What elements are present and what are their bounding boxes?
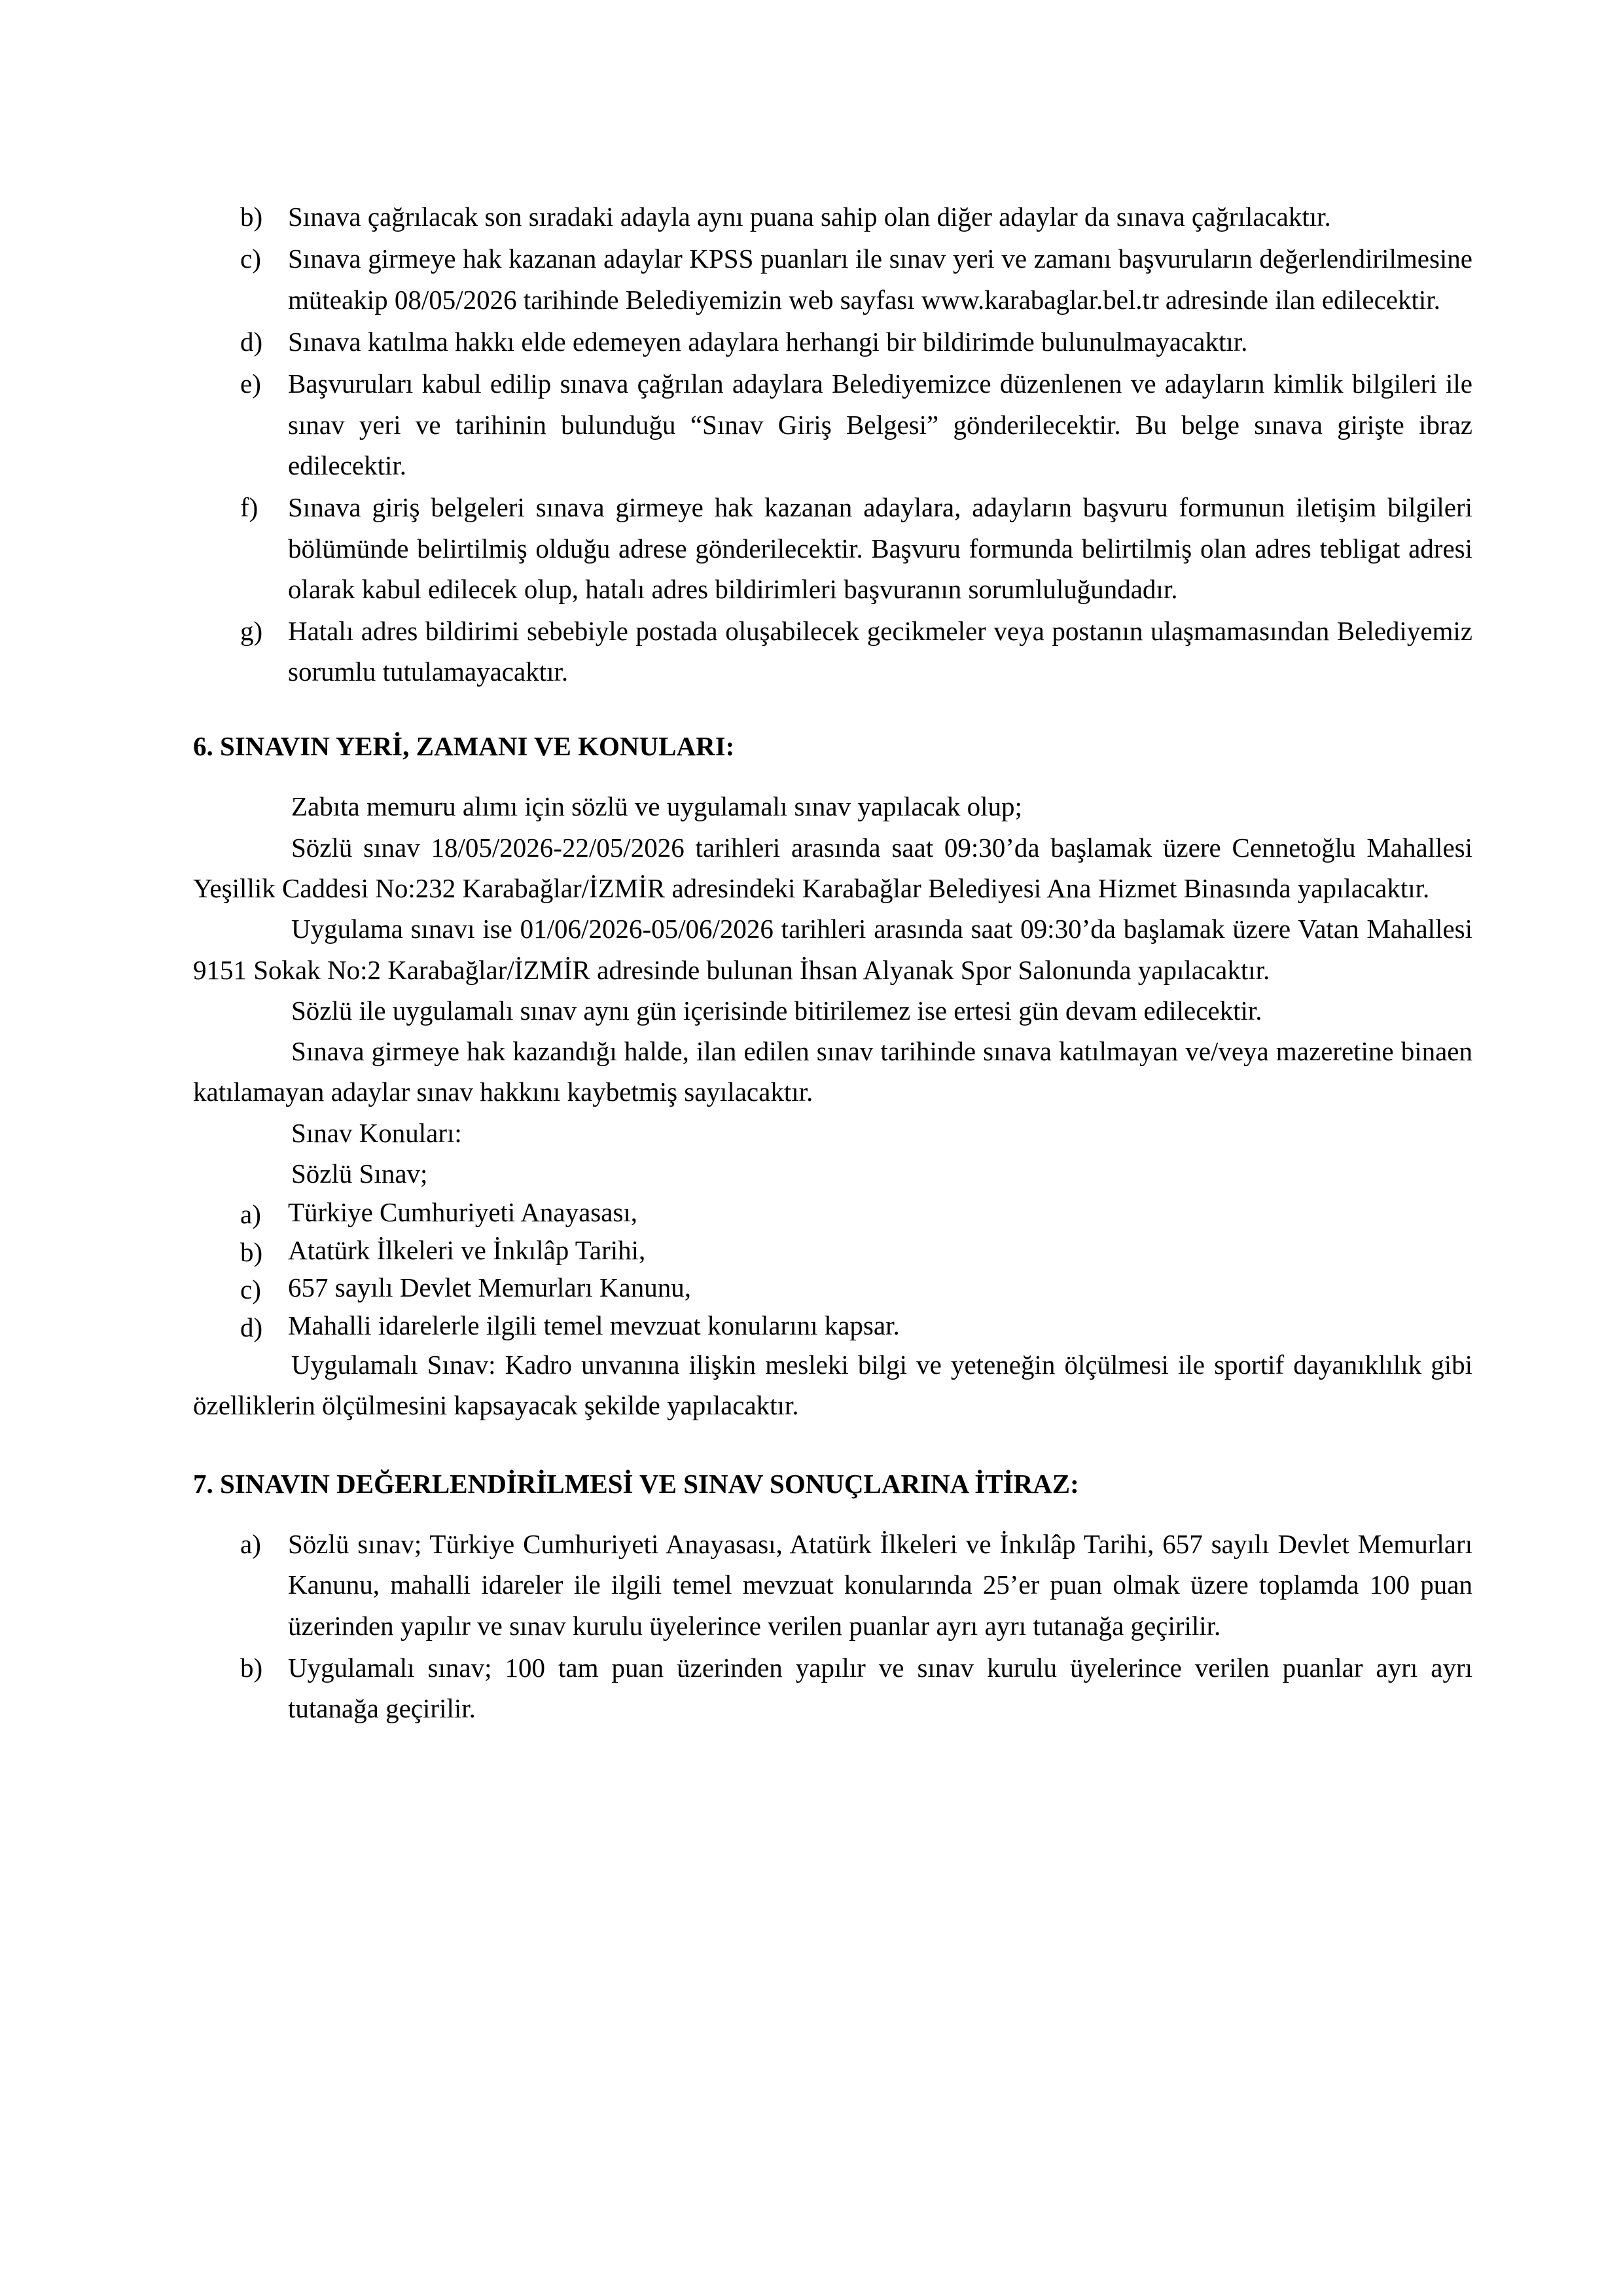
list-item-text: Hatalı adres bildirimi sebebiyle postada oluşabilecek gecikmeler veya postanın ulaşmamasından Belediyemiz sorumlu tutulamayacaktır. xyxy=(288,616,1472,687)
list-marker: c) xyxy=(240,1274,261,1305)
list-marker: e) xyxy=(240,368,261,399)
list-item-text: Sınava katılma hakkı elde edemeyen adaylara herhangi bir bildirimde bulunulmayacaktır. xyxy=(288,326,1248,357)
section-6-paragraph-5: Sınava girmeye hak kazandığı halde, ilan edilen sınav tarihinde sınava katılmayan ve/veya mazeretine binaen katılamayan adaylar sınav hakkını kaybetmiş sayılacaktır. xyxy=(193,1036,1472,1107)
list-marker: f) xyxy=(240,492,259,523)
section-6-heading: 6. SINAVIN YERİ, ZAMANI VE KONULARI: xyxy=(193,730,735,761)
section-6-practical-exam-paragraph: Uygulamalı Sınav: Kadro unvanına ilişkin mesleki bilgi ve yeteneğin ölçülmesi ile sportif dayanıklılık gibi özelliklerin ölçülmesini kapsayacak şekilde yapılacaktır. xyxy=(193,1349,1472,1421)
section-6-oral-exam-label: Sözlü Sınav; xyxy=(291,1158,428,1189)
exam-subjects-list xyxy=(193,1194,1472,1344)
list-item-text: Sözlü sınav; Türkiye Cumhuriyeti Anayasası, Atatürk İlkeleri ve İnkılâp Tarihi, 657 sayılı Devlet Memurları Kanunu, mahalli idareler ile ilgili temel mevzuat konularında 25’er puan olmak üzere toplamda 100 puan üzerinden yapılır ve sınav kurulu üyelerince verilen puanlar ayrı ayrı tutanağa geçirilir. xyxy=(288,1529,1472,1641)
section-6-exam-subjects-label: Sınav Konuları: xyxy=(291,1117,462,1148)
list-item xyxy=(193,321,1472,362)
list-item-text: Sınava girmeye hak kazanan adaylar KPSS puanları ile sınav yeri ve zamanı başvuruların değerlendirilmesine müteakip 08/05/2026 tarihinde Belediyemizin web sayfası www.karabaglar.bel.tr adresinde ilan edilecektir. xyxy=(288,243,1472,315)
list-item-text: Mahalli idarelerle ilgili temel mevzuat konularını kapsar. xyxy=(288,1310,900,1340)
list-item xyxy=(193,487,1472,609)
list-marker: b) xyxy=(240,1236,263,1267)
document-body xyxy=(193,196,1472,1729)
list-item-text: Sınava çağrılacak son sıradaki adayla aynı puana sahip olan diğer adaylar da sınava çağrılacaktır. xyxy=(288,202,1331,232)
list-item xyxy=(193,1269,1472,1306)
list-item xyxy=(193,1194,1472,1231)
list-marker: c) xyxy=(240,243,261,274)
list-item-text: Türkiye Cumhuriyeti Anayasası, xyxy=(288,1197,638,1228)
list-item xyxy=(193,196,1472,237)
list-marker: b) xyxy=(240,1653,263,1683)
section-6-paragraph-3: Uygulama sınavı ise 01/06/2026-05/06/2026 tarihleri arasında saat 09:30’da başlamak üzere Vatan Mahallesi 9151 Sokak No:2 Karabağlar/İZMİR adresinde bulunan İhsan Alyanak Spor Salonunda yapılacaktır. xyxy=(193,914,1472,985)
list-item xyxy=(193,1307,1472,1344)
section-6-paragraph-1: Zabıta memuru alımı için sözlü ve uygulamalı sınav yapılacak olup; xyxy=(291,791,1022,822)
list-marker: d) xyxy=(240,1312,263,1342)
list-marker: a) xyxy=(240,1199,261,1230)
list-item-text: Atatürk İlkeleri ve İnkılâp Tarihi, xyxy=(288,1234,646,1265)
section-6-paragraph-2: Sözlü sınav 18/05/2026-22/05/2026 tarihleri arasında saat 09:30’da başlamak üzere Cennetoğlu Mahallesi Yeşillik Caddesi No:232 Karabağlar/İZMİR adresindeki Karabağlar Belediyesi Ana Hizmet Binasında yapılacaktır. xyxy=(193,832,1472,903)
list-marker: d) xyxy=(240,326,263,357)
list-marker: b) xyxy=(240,202,263,232)
list-item-text: 657 sayılı Devlet Memurları Kanunu, xyxy=(288,1272,692,1303)
section-7-heading: 7. SINAVIN DEĞERLENDİRİLMESİ VE SINAV SONUÇLARINA İTİRAZ: xyxy=(193,1468,1079,1499)
list-item xyxy=(193,1647,1472,1729)
list-item-text: Başvuruları kabul edilip sınava çağrılan adaylara Belediyemizce düzenlenen ve adayların kimlik bilgileri ile sınav yeri ve tarihinin bulunduğu “Sınav Giriş Belgesi” gönderilecektir. Bu belge sınava girişte ibraz edilecektir. xyxy=(288,368,1472,480)
list-item xyxy=(193,363,1472,486)
list-item xyxy=(193,238,1472,320)
list-item xyxy=(193,1232,1472,1269)
list-item-text: Sınava giriş belgeleri sınava girmeye hak kazanan adaylara, adayların başvuru formunun iletişim bilgileri bölümünde belirtilmiş olduğu adrese gönderilecektir. Başvuru formunda belirtilmiş olan adres tebligat adresi olarak kabul edilecek olup, hatalı adres bildirimleri başvuranın sorumluluğundadır. xyxy=(288,492,1472,604)
list-item-text: Uygulamalı sınav; 100 tam puan üzerinden yapılır ve sınav kurulu üyelerince verilen puanlar ayrı ayrı tutanağa geçirilir. xyxy=(288,1653,1472,1724)
list-marker: a) xyxy=(240,1529,261,1560)
section-6-paragraph-4: Sözlü ile uygulamalı sınav aynı gün içerisinde bitirilemez ise ertesi gün devam edilecektir. xyxy=(291,995,1262,1026)
section-7-alpha-list xyxy=(193,1524,1472,1729)
continuation-alpha-list xyxy=(193,196,1472,692)
list-item xyxy=(193,611,1472,692)
list-item xyxy=(193,1524,1472,1646)
list-marker: g) xyxy=(240,616,263,647)
